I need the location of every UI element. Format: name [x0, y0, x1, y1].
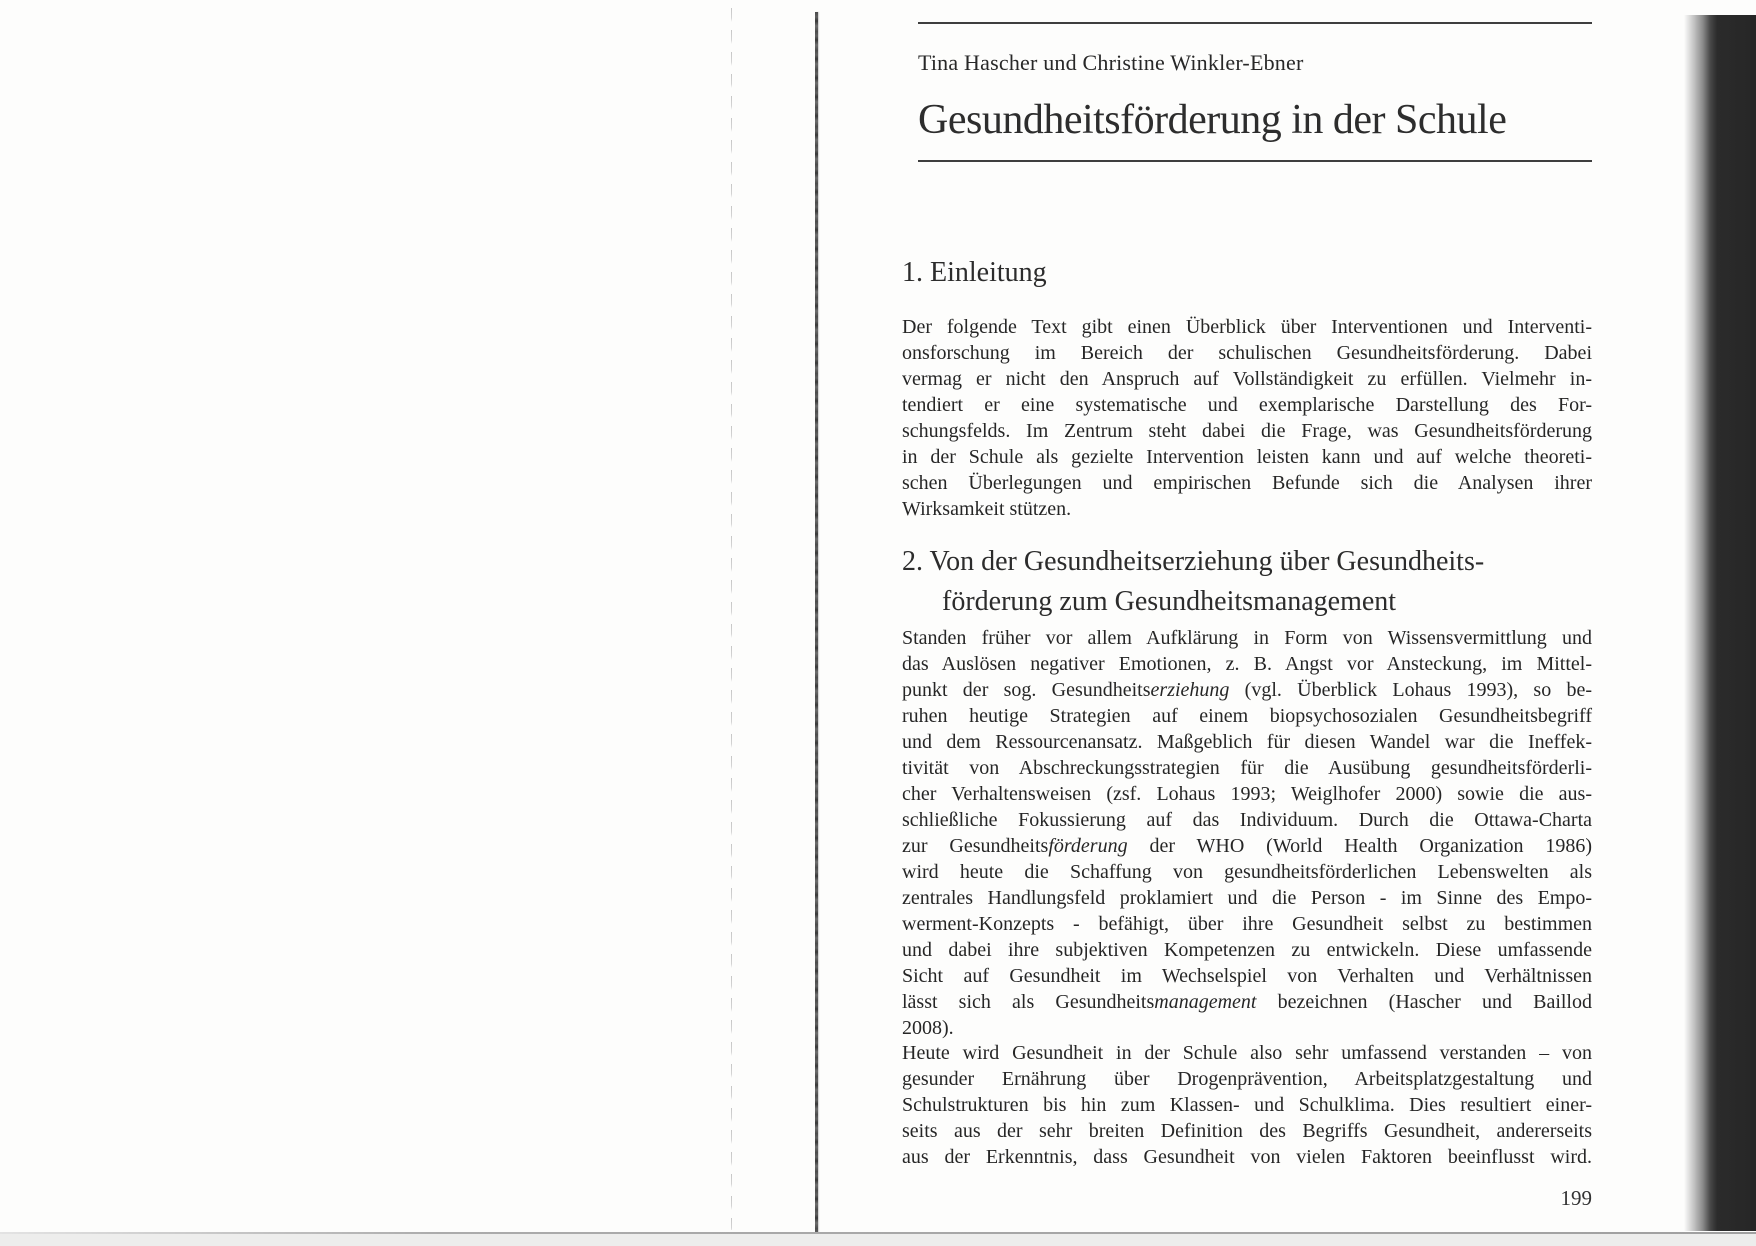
text-line: cher Verhaltensweisen (zsf. Lohaus 1993; Weiglhofer 2000) sowie die aus-: [902, 783, 1592, 805]
text-line: Wirksamkeit stützen.: [902, 498, 1072, 520]
text-line: zentrales Handlungsfeld proklamiert und die Person - im Sinne des Empo-: [902, 887, 1592, 909]
text-line: wird heute die Schaffung von gesundheitsförderlichen Lebenswelten als: [902, 861, 1592, 883]
text-line: schungsfelds. Im Zentrum steht dabei die Frage, was Gesundheitsförderung: [902, 420, 1592, 442]
page-title: Gesundheitsförderung in der Schule: [918, 97, 1507, 143]
text-line: und dabei ihre subjektiven Kompetenzen zu entwickeln. Diese umfassende: [902, 939, 1592, 961]
text-line: lässt sich als Gesundheitsmanagement bezeichnen (Hascher und Baillod: [902, 991, 1592, 1013]
section-2-heading: [902, 542, 1592, 622]
text-line: schließliche Fokussierung auf das Individuum. Durch die Ottawa-Charta: [902, 809, 1592, 831]
header-top-rule: [918, 22, 1592, 24]
book-spine-shadow: [1684, 15, 1756, 1231]
section-2-paragraph-1: [902, 625, 1592, 1041]
text-line: 2008).: [902, 1017, 954, 1039]
text-line: ruhen heutige Strategien auf einem biopsychosozialen Gesundheitsbegriff: [902, 705, 1592, 727]
text-line: Sicht auf Gesundheit im Wechselspiel von Verhalten und Verhältnissen: [902, 965, 1592, 987]
text-line: seits aus der sehr breiten Definition des Begriffs Gesundheit, andererseits: [902, 1120, 1592, 1142]
scan-bottom-strip: [0, 1234, 1756, 1246]
section-2-heading-line-1: 2. Von der Gesundheitserziehung über Gesundheits-: [902, 546, 1485, 577]
section-2-paragraph-2: [902, 1040, 1592, 1170]
text-line: onsforschung im Bereich der schulischen Gesundheitsförderung. Dabei: [902, 342, 1592, 364]
text-line: das Auslösen negativer Emotionen, z. B. Angst vor Ansteckung, im Mittel-: [902, 653, 1592, 675]
page-number: 199: [1560, 1186, 1592, 1210]
text-line: Standen früher vor allem Aufklärung in Form von Wissensvermittlung und: [902, 627, 1592, 649]
text-line: Schulstrukturen bis hin zum Klassen- und Schulklima. Dies resultiert einer-: [902, 1094, 1592, 1116]
text-line: in der Schule als gezielte Intervention leisten kann und auf welche theoreti-: [902, 446, 1592, 468]
text-line: Heute wird Gesundheit in der Schule also sehr umfassend verstanden – von: [902, 1042, 1592, 1064]
text-line: punkt der sog. Gesundheitserziehung (vgl. Überblick Lohaus 1993), so be-: [902, 679, 1592, 701]
text-line: schen Überlegungen und empirischen Befunde sich die Analysen ihrer: [902, 472, 1592, 494]
text-line: tivität von Abschreckungsstrategien für die Ausübung gesundheitsförderli-: [902, 757, 1592, 779]
authors-line: Tina Hascher und Christine Winkler-Ebner: [918, 50, 1304, 75]
section-1-paragraph: [902, 314, 1592, 522]
binding-stitch-line: [815, 12, 818, 1236]
text-line: und dem Ressourcenansatz. Maßgeblich für diesen Wandel war die Ineffek-: [902, 731, 1592, 753]
section-1-heading: 1. Einleitung: [902, 257, 1047, 288]
text-line: Der folgende Text gibt einen Überblick über Interventionen und Interventi-: [902, 316, 1592, 338]
text-line: zur Gesundheitsförderung der WHO (World Health Organization 1986): [902, 835, 1593, 857]
text-line: vermag er nicht den Anspruch auf Vollständigkeit zu erfüllen. Vielmehr in-: [902, 368, 1592, 390]
text-line: gesunder Ernährung über Drogenprävention, Arbeitsplatzgestaltung und: [902, 1068, 1592, 1090]
section-2-heading-line-2: förderung zum Gesundheitsmanagement: [942, 586, 1397, 617]
page-fold-line: [731, 8, 732, 1230]
text-line: aus der Erkenntnis, dass Gesundheit von vielen Faktoren beeinflusst wird.: [902, 1146, 1592, 1168]
title-underline-rule: [918, 160, 1592, 162]
text-line: werment-Konzepts - befähigt, über ihre Gesundheit selbst zu bestimmen: [902, 913, 1592, 935]
text-line: tendiert er eine systematische und exemplarische Darstellung des For-: [902, 394, 1592, 416]
